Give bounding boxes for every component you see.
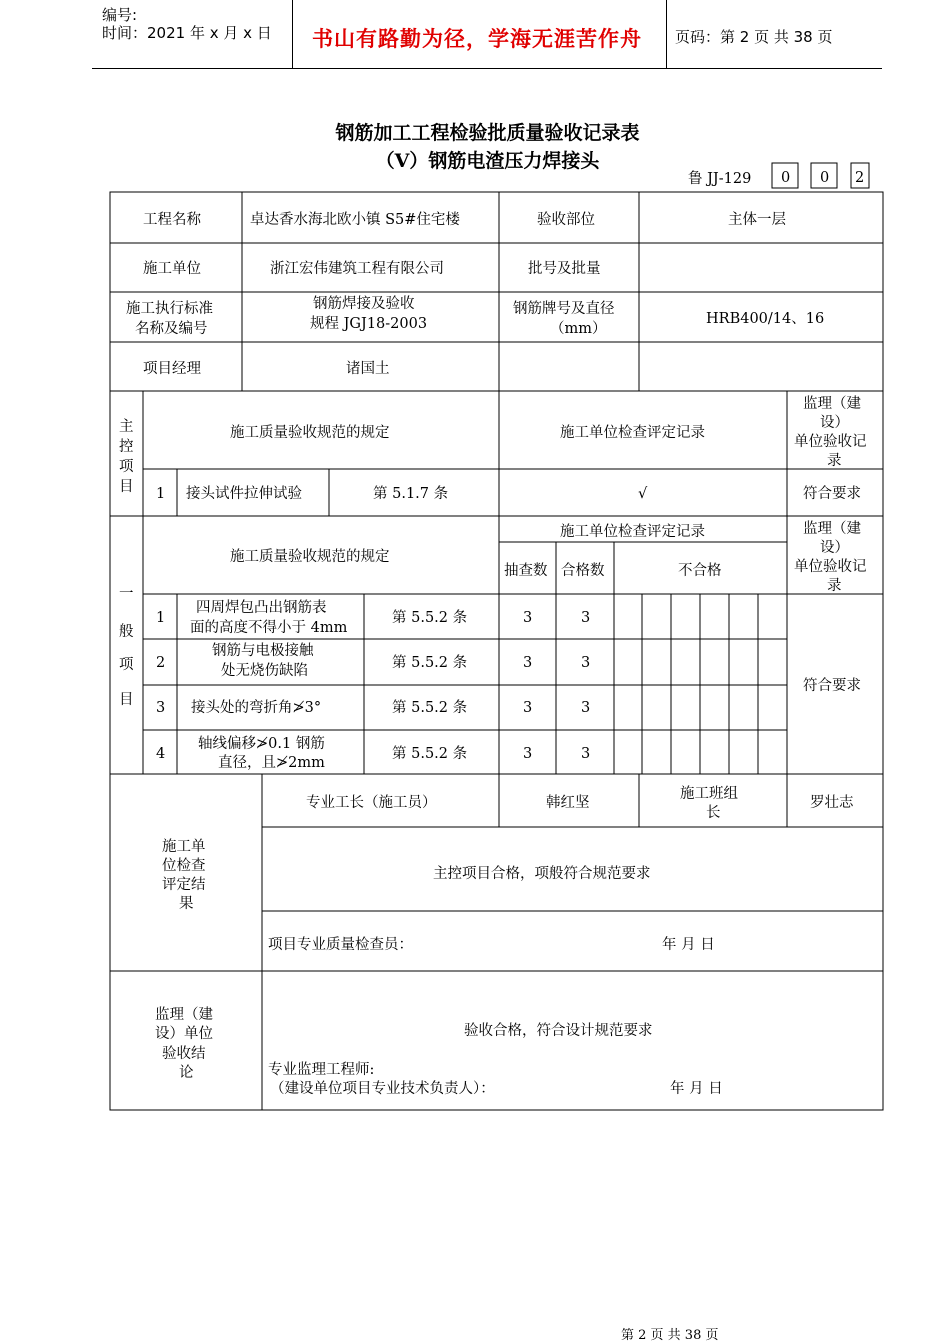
standard-line2: 规程 JGJ18-2003 bbox=[310, 316, 428, 332]
manager-label: 项目经理 bbox=[143, 361, 201, 377]
general-item-1-pass: 3 bbox=[581, 610, 591, 626]
main-spec-header: 施工质量验收规范的规定 bbox=[230, 425, 390, 441]
project-name-label: 工程名称 bbox=[143, 212, 201, 228]
batch-label: 批号及批量 bbox=[528, 261, 601, 277]
general-label-1: 一 bbox=[119, 586, 134, 602]
manager: 诸国土 bbox=[346, 361, 390, 377]
supervision-eval-label-1: 监理（建 bbox=[155, 1007, 213, 1023]
supervision-eval-label-2: 设）单位 bbox=[155, 1026, 213, 1042]
general-item-4-name-1: 轴线偏移≯0.1 钢筋 bbox=[198, 736, 325, 752]
code-box-3-value: 2 bbox=[855, 170, 865, 186]
document-title: 钢筋加工工程检验批质量验收记录表 bbox=[335, 122, 640, 144]
main-control-label-2: 控 bbox=[119, 439, 134, 455]
main-item-result: 符合要求 bbox=[803, 486, 861, 502]
constructor-eval-label-1: 施工单 bbox=[162, 839, 206, 855]
general-spec-header: 施工质量验收规范的规定 bbox=[230, 549, 390, 565]
foreman-label: 专业工长（施工员） bbox=[306, 795, 437, 811]
sample-header: 抽查数 bbox=[504, 563, 548, 579]
constructor-conclusion: 主控项目合格，项般符合规范要求 bbox=[433, 866, 651, 882]
main-supervision-header-3: 单位验收记 bbox=[794, 434, 867, 450]
main-check-header: 施工单位检查评定记录 bbox=[560, 425, 705, 441]
general-result: 符合要求 bbox=[803, 678, 861, 694]
main-item-record: √ bbox=[638, 486, 648, 502]
rebar-label-line1: 钢筋牌号及直径 bbox=[513, 301, 615, 317]
engineer-label: 专业监理工程师: bbox=[268, 1062, 375, 1078]
main-item-clause: 第 5.1.7 条 bbox=[373, 486, 449, 502]
general-item-2-clause: 第 5.5.2 条 bbox=[392, 655, 468, 671]
main-supervision-header-2: 设） bbox=[820, 415, 849, 431]
general-item-3-name-1: 接头处的弯折角≯3° bbox=[191, 700, 322, 716]
project-name: 卓达香水海北欧小镇 S5#住宅楼 bbox=[250, 212, 460, 228]
page-info: 页码：第 2 页 共 38 页 bbox=[675, 28, 833, 46]
acceptance-part-label: 验收部位 bbox=[537, 212, 595, 228]
fail-header: 不合格 bbox=[678, 563, 722, 579]
general-item-2-pass: 3 bbox=[581, 655, 591, 671]
general-check-header: 施工单位检查评定记录 bbox=[560, 524, 705, 540]
constructor-date: 年 月 日 bbox=[662, 937, 715, 953]
team-leader: 罗壮志 bbox=[810, 795, 854, 811]
team-leader-label-2: 长 bbox=[706, 805, 721, 821]
main-control-label-4: 目 bbox=[119, 479, 134, 495]
general-item-1-clause: 第 5.5.2 条 bbox=[392, 610, 468, 626]
main-control-label-3: 项 bbox=[119, 459, 134, 475]
general-supervision-header-3: 单位验收记 bbox=[794, 559, 867, 575]
general-item-4-name-2: 直径，且≯2mm bbox=[218, 755, 325, 771]
code-box-1-value: 0 bbox=[781, 170, 791, 186]
general-item-4-clause: 第 5.5.2 条 bbox=[392, 746, 468, 762]
general-label-4: 目 bbox=[119, 692, 134, 708]
team-leader-label-1: 施工班组 bbox=[680, 786, 738, 802]
code-box-2-value: 0 bbox=[820, 170, 830, 186]
general-item-1-no: 1 bbox=[156, 610, 166, 626]
general-item-3-no: 3 bbox=[156, 700, 166, 716]
rebar: HRB400/14、16 bbox=[706, 311, 825, 327]
time-label: 时间：2021 年 x 月 x 日 bbox=[102, 24, 272, 42]
code-label: 鲁 JJ-129 bbox=[688, 171, 752, 187]
foreman: 韩红坚 bbox=[546, 795, 590, 811]
general-item-1-sample: 3 bbox=[523, 610, 533, 626]
general-supervision-header-2: 设） bbox=[820, 540, 849, 556]
document-subtitle: （V）钢筋电渣压力焊接头 bbox=[375, 150, 600, 172]
standard-label-line2: 名称及编号 bbox=[135, 321, 208, 337]
supervision-eval-label-3: 验收结 bbox=[162, 1046, 206, 1062]
constructor-eval-label-2: 位检查 bbox=[162, 858, 206, 874]
main-supervision-header-4: 录 bbox=[827, 453, 842, 469]
general-supervision-header-4: 录 bbox=[827, 578, 842, 594]
general-item-1-name-1: 四周焊包凸出钢筋表 bbox=[196, 600, 327, 616]
general-item-4-sample: 3 bbox=[523, 746, 533, 762]
constructor: 浙江宏伟建筑工程有限公司 bbox=[270, 261, 444, 277]
motto: 书山有路勤为径，学海无涯苦作舟 bbox=[312, 26, 642, 51]
general-item-3-clause: 第 5.5.2 条 bbox=[392, 700, 468, 716]
supervision-conclusion: 验收合格，符合设计规范要求 bbox=[464, 1023, 653, 1039]
supervision-eval-label-4: 论 bbox=[179, 1065, 194, 1081]
general-item-4-pass: 3 bbox=[581, 746, 591, 762]
main-item-name: 接头试件拉伸试验 bbox=[186, 486, 302, 502]
serial-label: 编号: bbox=[102, 6, 138, 24]
inspector-label: 项目专业质量检查员： bbox=[268, 937, 413, 953]
constructor-eval-label-3: 评定结 bbox=[162, 877, 206, 893]
general-label-3: 项 bbox=[119, 657, 134, 673]
general-label-2: 般 bbox=[119, 624, 134, 640]
general-item-3-sample: 3 bbox=[523, 700, 533, 716]
main-control-label-1: 主 bbox=[119, 419, 134, 435]
general-item-3-pass: 3 bbox=[581, 700, 591, 716]
pass-header: 合格数 bbox=[561, 563, 605, 579]
general-item-2-name-1: 钢筋与电极接触 bbox=[212, 643, 314, 659]
acceptance-part: 主体一层 bbox=[728, 212, 786, 228]
general-item-2-name-2: 处无烧伤缺陷 bbox=[221, 663, 308, 679]
rebar-label-line2: （mm） bbox=[550, 321, 607, 337]
standard-line1: 钢筋焊接及验收 bbox=[313, 296, 415, 312]
standard-label-line1: 施工执行标准 bbox=[126, 301, 213, 317]
general-item-2-no: 2 bbox=[156, 655, 166, 671]
general-item-4-no: 4 bbox=[156, 746, 166, 762]
constructor-eval-label-4: 果 bbox=[179, 896, 194, 912]
supervision-date: 年 月 日 bbox=[670, 1081, 723, 1097]
main-supervision-header-1: 监理（建 bbox=[803, 396, 861, 412]
owner-label: （建设单位项目专业技术负责人）： bbox=[270, 1081, 495, 1097]
constructor-label: 施工单位 bbox=[143, 261, 201, 277]
main-item-no: 1 bbox=[156, 486, 166, 502]
footer-page: 第 2 页 共 38 页 bbox=[621, 1328, 719, 1343]
general-supervision-header-1: 监理（建 bbox=[803, 521, 861, 537]
general-item-1-name-2: 面的高度不得小于 4mm bbox=[190, 620, 348, 636]
general-item-2-sample: 3 bbox=[523, 655, 533, 671]
